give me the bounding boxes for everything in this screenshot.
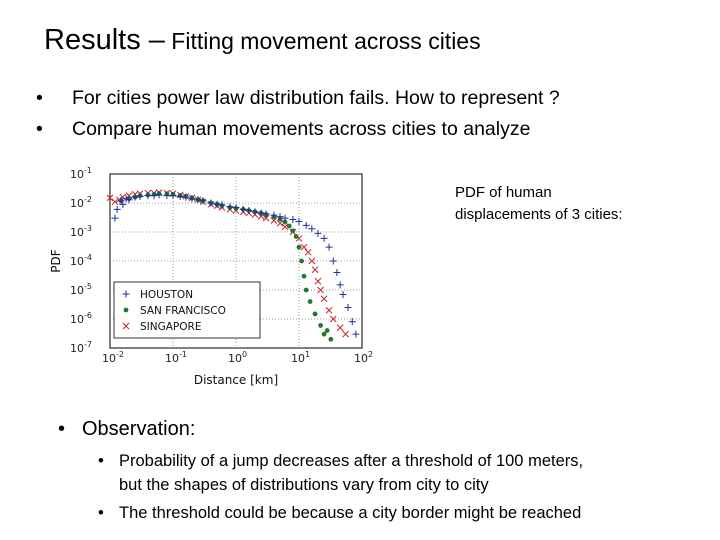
legend-label: SINGAPORE: [140, 321, 202, 333]
sub-bullet-item: [98, 449, 583, 497]
x-tick-label: $10^2$: [354, 350, 374, 365]
y-tick-label: $10^{-4}$: [70, 253, 92, 268]
x-axis-label: Distance [km]: [193, 373, 279, 387]
bullet-dot-icon: •: [58, 418, 66, 440]
san-francisco-point: [328, 337, 333, 342]
san-francisco-point: [308, 299, 313, 304]
bullet-text: For cities power law distribution fails. How to represent ?: [72, 87, 560, 109]
pdf-chart: [40, 160, 420, 392]
y-tick-label: $10^{-7}$: [70, 340, 92, 355]
san-francisco-point: [299, 259, 304, 264]
san-francisco-point: [322, 332, 327, 337]
caption-line: PDF of human: [455, 184, 552, 201]
observation-label: Observation:: [82, 418, 196, 440]
san-francisco-point: [325, 328, 330, 333]
bullet-dot-icon: •: [98, 504, 104, 522]
bullet-dot-icon: •: [36, 118, 43, 140]
observation-bullet-list: [98, 449, 583, 529]
sub-bullet-line: Probability of a jump decreases after a threshold of 100 meters,: [119, 452, 584, 470]
san-francisco-point: [304, 288, 309, 293]
x-tick-label: $10^{-1}$: [165, 350, 187, 365]
san-francisco-point: [302, 274, 307, 279]
y-tick-label: $10^{-5}$: [70, 282, 92, 297]
san-francisco-point: [313, 311, 318, 316]
san-francisco-point: [287, 224, 292, 229]
y-tick-label: $10^{-3}$: [70, 224, 92, 239]
y-tick-label: $10^{-2}$: [70, 195, 92, 210]
san-francisco-point: [318, 323, 323, 328]
san-francisco-point: [294, 234, 299, 239]
chart-caption: [455, 182, 655, 226]
observation-heading: [58, 418, 195, 441]
legend-label: HOUSTON: [140, 289, 194, 301]
x-tick-label: $10^{-2}$: [102, 350, 124, 365]
y-tick-label: $10^{-6}$: [70, 311, 92, 326]
sub-bullet-text: [119, 449, 583, 497]
title-subtitle: Fitting movement across cities: [164, 28, 481, 54]
san-francisco-point: [290, 228, 295, 233]
san-francisco-point: [297, 245, 302, 250]
bullet-dot-icon: •: [98, 452, 104, 470]
sub-bullet-text: [119, 501, 581, 525]
title-main: Results –: [44, 24, 165, 56]
caption-line: displacements of 3 cities:: [455, 206, 623, 223]
y-axis-label: PDF: [49, 249, 63, 273]
sub-bullet-line: but the shapes of distributions vary from city to city: [119, 476, 489, 494]
legend-marker: [124, 308, 129, 313]
legend-label: SAN FRANCISCO: [140, 305, 226, 317]
x-tick-label: $10^1$: [291, 350, 311, 365]
bullet-item: [36, 114, 560, 145]
x-tick-label: $10^0$: [228, 350, 248, 365]
slide-title: [44, 24, 481, 57]
bullet-item: [36, 83, 560, 114]
sub-bullet-item: [98, 501, 583, 525]
y-tick-label: $10^{-1}$: [70, 166, 92, 181]
sub-bullet-line: The threshold could be because a city border might be reached: [119, 504, 582, 522]
top-bullet-list: [36, 83, 560, 145]
bullet-dot-icon: •: [36, 87, 43, 109]
bullet-text: Compare human movements across cities to analyze: [72, 118, 531, 140]
